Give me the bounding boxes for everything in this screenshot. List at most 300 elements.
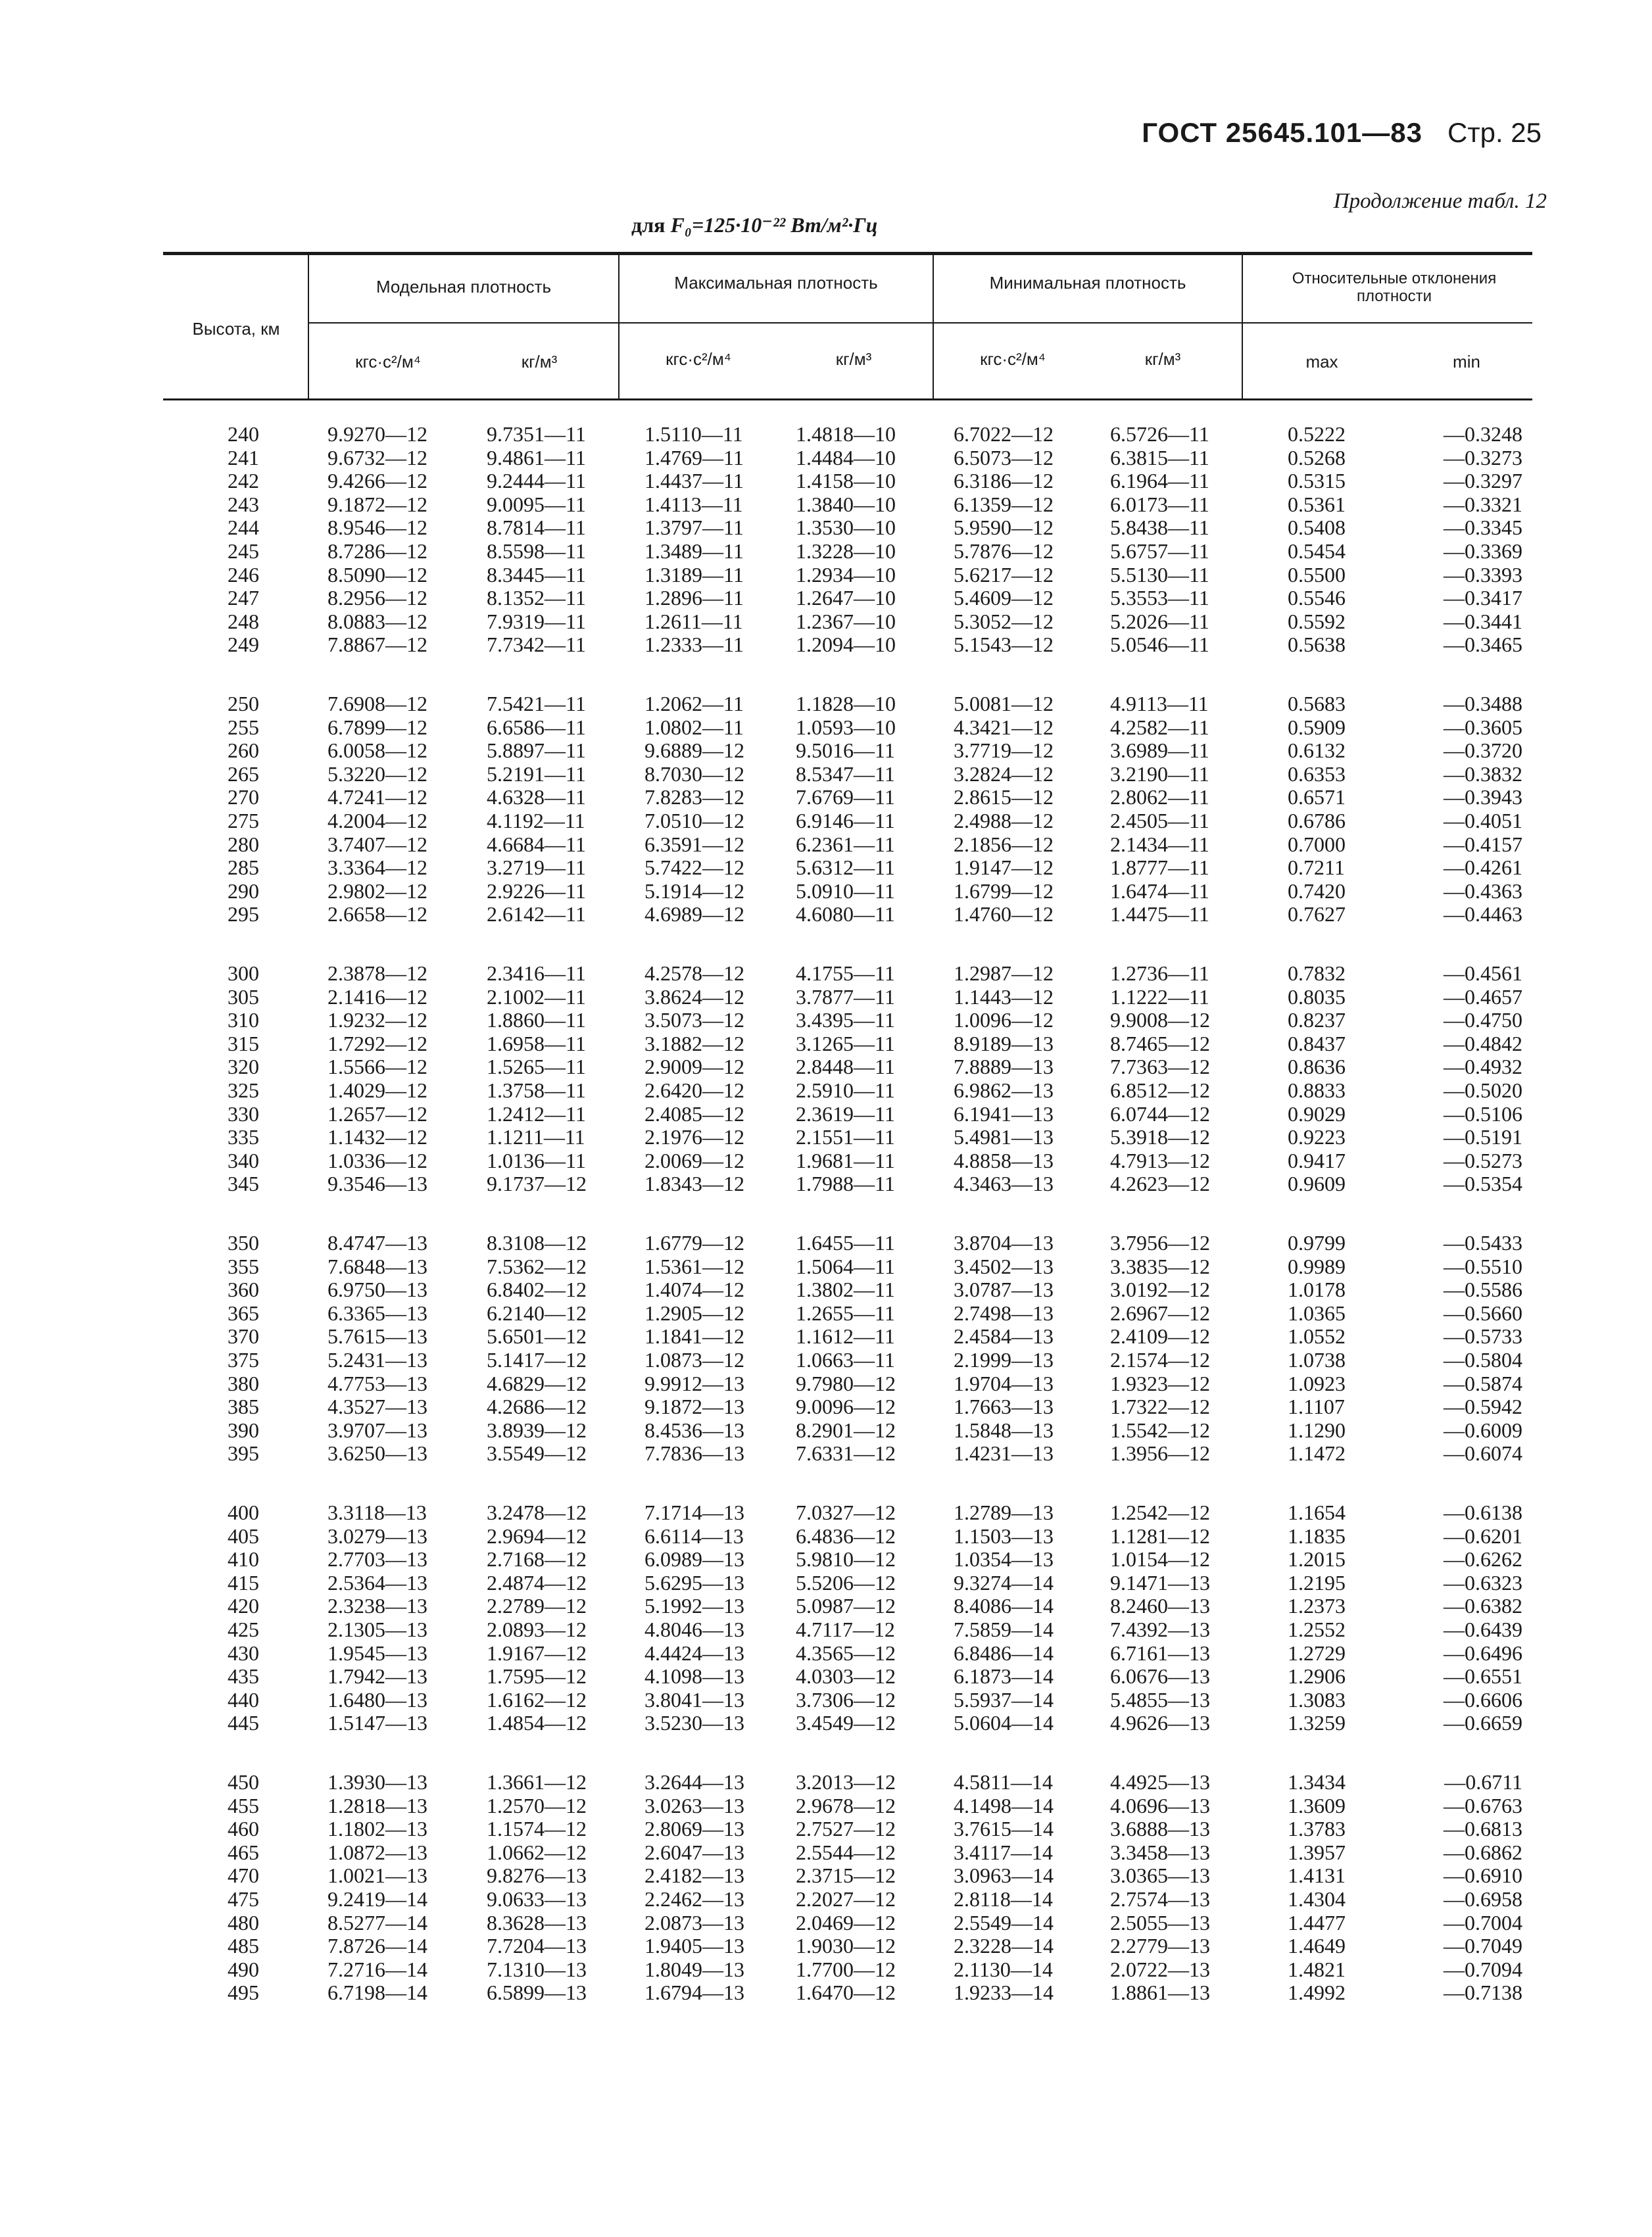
- model-kgs-cell: 3.7407—12: [328, 832, 427, 856]
- model-kg-cell: 1.8860—11: [487, 1008, 586, 1032]
- altitude-cell: 360: [228, 1278, 259, 1302]
- altitude-cell: 285: [228, 855, 259, 880]
- relative-min-cell: —0.3297: [1444, 469, 1522, 493]
- model-kgs-cell: 4.2004—12: [328, 809, 427, 832]
- relative-max-cell: 1.1107: [1288, 1395, 1345, 1419]
- altitude-cell: 490: [228, 1957, 259, 1981]
- min-kg-cell: 3.2190—11: [1110, 761, 1209, 786]
- max-kg-cell: 1.2367—10: [796, 609, 896, 633]
- max-kgs-cell: 1.2333—11: [644, 633, 744, 657]
- relative-min-cell: —0.5733: [1444, 1324, 1522, 1349]
- table-row: [0, 856, 1652, 879]
- max-kg-cell: 5.5206—12: [796, 1570, 896, 1595]
- max-kg-cell: 1.2655—11: [796, 1301, 895, 1325]
- max-kg-cell: 1.0663—11: [796, 1348, 895, 1372]
- relative-max-cell: 0.5592: [1288, 609, 1346, 633]
- model-kgs-cell: 9.2419—14: [328, 1887, 427, 1911]
- altitude-cell: 410: [228, 1547, 259, 1572]
- max-kg-cell: 9.5016—11: [796, 738, 895, 763]
- min-kgs-cell: 2.8615—12: [954, 785, 1054, 809]
- max-kgs-cell: 1.9405—13: [644, 1934, 744, 1958]
- model-kg-cell: 5.2191—11: [487, 761, 586, 786]
- max-kgs-cell: 2.0069—12: [644, 1148, 744, 1172]
- max-kgs-cell: 1.1841—12: [644, 1324, 744, 1349]
- model-kg-cell: 5.8897—11: [487, 738, 586, 763]
- min-kg-cell: 6.0676—13: [1110, 1664, 1210, 1689]
- min-kg-cell: 6.1964—11: [1110, 469, 1209, 493]
- model-kg-cell: 8.7814—11: [487, 516, 586, 540]
- altitude-cell: 365: [228, 1301, 259, 1325]
- model-kgs-cell: 3.3118—13: [328, 1501, 427, 1524]
- relative-max-cell: 1.2552: [1288, 1618, 1346, 1641]
- model-kgs-cell: 1.7292—12: [328, 1031, 427, 1055]
- model-kg-cell: 1.2412—11: [487, 1101, 586, 1126]
- max-kgs-cell: 3.1882—12: [644, 1031, 744, 1055]
- min-kgs-cell: 4.1498—14: [954, 1793, 1054, 1817]
- min-kgs-cell: 5.0604—14: [954, 1711, 1054, 1735]
- min-kg-cell: 6.5726—11: [1110, 422, 1209, 446]
- relative-max-cell: 1.2906: [1288, 1664, 1346, 1689]
- min-kg-cell: 4.9626—13: [1110, 1711, 1210, 1735]
- min-kgs-cell: 1.9233—14: [954, 1981, 1054, 2005]
- max-kg-cell: 2.7527—12: [796, 1817, 896, 1841]
- altitude-cell: 390: [228, 1418, 259, 1442]
- min-kg-cell: 1.9323—12: [1110, 1371, 1210, 1395]
- table-row: [0, 1864, 1652, 1887]
- min-kg-cell: 8.2460—13: [1110, 1594, 1210, 1618]
- max-kgs-cell: 6.6114—13: [644, 1524, 744, 1548]
- relative-max-cell: 1.3957: [1288, 1840, 1346, 1864]
- model-kg-cell: 6.2140—12: [487, 1301, 587, 1325]
- max-kgs-cell: 3.2644—13: [644, 1770, 744, 1794]
- model-kgs-cell: 6.0058—12: [328, 738, 427, 763]
- max-kgs-cell: 5.1992—13: [644, 1594, 744, 1618]
- min-kgs-cell: 6.8486—14: [954, 1641, 1054, 1665]
- relative-max-cell: 1.4992: [1288, 1981, 1346, 2005]
- min-kg-cell: 4.2582—11: [1110, 715, 1209, 739]
- page-number: Стр. 25: [1447, 117, 1542, 148]
- table-row: [0, 423, 1652, 446]
- min-kgs-cell: 5.0081—12: [954, 692, 1054, 715]
- model-kg-cell: 3.2719—11: [487, 855, 586, 880]
- max-kg-cell: 6.9146—11: [796, 809, 895, 832]
- max-kgs-cell: 1.5361—12: [644, 1254, 744, 1278]
- min-kgs-cell: 2.4988—12: [954, 809, 1054, 832]
- table-row: [0, 1572, 1652, 1595]
- max-kg-cell: 5.6312—11: [796, 855, 895, 880]
- model-kgs-cell: 3.0279—13: [328, 1524, 427, 1548]
- model-kg-cell: 2.2789—12: [487, 1594, 587, 1618]
- max-kg-cell: 1.3530—10: [796, 516, 896, 540]
- relative-min-cell: —0.6910: [1444, 1864, 1522, 1888]
- min-kgs-cell: 4.3421—12: [954, 715, 1054, 739]
- relative-min-cell: —0.5942: [1444, 1395, 1522, 1419]
- relative-min-cell: —0.7094: [1444, 1957, 1522, 1981]
- model-kgs-cell: 7.6908—12: [328, 692, 427, 715]
- relative-max-cell: 0.5500: [1288, 562, 1346, 587]
- relative-max-cell: 0.5222: [1288, 422, 1346, 446]
- model-kg-cell: 3.2478—12: [487, 1501, 587, 1524]
- min-kg-cell: 2.4505—11: [1110, 809, 1209, 832]
- relative-max-cell: 1.2373: [1288, 1594, 1346, 1618]
- model-kgs-cell: 1.1432—12: [328, 1125, 427, 1149]
- relative-min-cell: —0.6551: [1444, 1664, 1522, 1689]
- altitude-cell: 249: [228, 633, 259, 657]
- relative-max-cell: 0.5361: [1288, 492, 1346, 516]
- model-kgs-cell: 2.1416—12: [328, 984, 427, 1009]
- model-kgs-cell: 7.2716—14: [328, 1957, 427, 1981]
- max-kgs-cell: 1.3489—11: [644, 539, 744, 563]
- model-kg-cell: 7.9319—11: [487, 609, 586, 633]
- max-kgs-cell: 1.4769—11: [644, 445, 744, 469]
- relative-max-cell: 0.9799: [1288, 1231, 1346, 1255]
- max-kgs-cell: 1.0873—12: [644, 1348, 744, 1372]
- altitude-cell: 275: [228, 809, 259, 832]
- max-kg-cell: 6.4836—12: [796, 1524, 896, 1548]
- table-row: [0, 716, 1652, 739]
- relative-min-cell: —0.6323: [1444, 1570, 1522, 1595]
- relative-max-cell: 1.1654: [1288, 1501, 1346, 1524]
- model-kgs-cell: 4.7241—12: [328, 785, 427, 809]
- model-kg-cell: 2.0893—12: [487, 1618, 587, 1641]
- model-kgs-cell: 2.1305—13: [328, 1618, 427, 1641]
- table-row: [0, 1419, 1652, 1442]
- model-kgs-cell: 9.3546—13: [328, 1172, 427, 1196]
- relative-min-cell: —0.6606: [1444, 1687, 1522, 1712]
- table-row: [0, 493, 1652, 516]
- model-kgs-cell: 2.5364—13: [328, 1570, 427, 1595]
- min-kg-cell: 2.0722—13: [1110, 1957, 1210, 1981]
- model-kgs-cell: 1.5566—12: [328, 1055, 427, 1079]
- model-kgs-cell: 2.3878—12: [328, 961, 427, 985]
- max-kgs-cell: 6.3591—12: [644, 832, 744, 856]
- relative-min-cell: —0.7049: [1444, 1934, 1522, 1958]
- relative-max-cell: 1.3783: [1288, 1817, 1346, 1841]
- altitude-cell: 246: [228, 562, 259, 587]
- max-kg-cell: 2.3619—11: [796, 1101, 895, 1126]
- table-row: [0, 1395, 1652, 1418]
- max-kgs-cell: 3.5230—13: [644, 1711, 744, 1735]
- model-kgs-cell: 8.5277—14: [328, 1910, 427, 1935]
- table-row: [0, 1888, 1652, 1911]
- relative-min-cell: —0.6439: [1444, 1618, 1522, 1641]
- model-kgs-cell: 1.7942—13: [328, 1664, 427, 1689]
- min-kgs-cell: 2.3228—14: [954, 1934, 1054, 1958]
- relative-min-cell: —0.6958: [1444, 1887, 1522, 1911]
- relative-min-cell: —0.5586: [1444, 1278, 1522, 1302]
- max-unit-kgs: кгс·с²/м⁴: [666, 349, 731, 369]
- max-kgs-cell: 1.2611—11: [644, 609, 743, 633]
- max-kgs-cell: 2.2462—13: [644, 1887, 744, 1911]
- min-kgs-cell: 2.7498—13: [954, 1301, 1054, 1325]
- relative-min-cell: —0.5273: [1444, 1148, 1522, 1172]
- altitude-cell: 260: [228, 738, 259, 763]
- model-kg-cell: 4.1192—11: [487, 809, 585, 832]
- relative-min-cell: —0.4842: [1444, 1031, 1522, 1055]
- max-kgs-cell: 1.2062—11: [644, 692, 744, 715]
- max-kgs-cell: 8.4536—13: [644, 1418, 744, 1442]
- max-kgs-cell: 1.3797—11: [644, 516, 744, 540]
- subtitle-prefix: для: [631, 213, 666, 237]
- min-kg-cell: 1.8861—13: [1110, 1981, 1210, 2005]
- max-kgs-cell: 1.3189—11: [644, 562, 744, 587]
- max-kgs-cell: 3.5073—12: [644, 1008, 744, 1032]
- relative-max-cell: 1.4649: [1288, 1934, 1346, 1958]
- altitude-cell: 290: [228, 878, 259, 903]
- altitude-cell: 495: [228, 1981, 259, 2005]
- min-kg-cell: 2.1574—12: [1110, 1348, 1210, 1372]
- altitude-cell: 370: [228, 1324, 259, 1349]
- model-kg-cell: 6.8402—12: [487, 1278, 587, 1302]
- min-kgs-cell: 3.4502—13: [954, 1254, 1054, 1278]
- relative-min-cell: —0.5433: [1444, 1231, 1522, 1255]
- model-kgs-cell: 6.9750—13: [328, 1278, 427, 1302]
- min-kgs-cell: 1.6799—12: [954, 878, 1054, 903]
- model-kgs-cell: 5.3220—12: [328, 761, 427, 786]
- table-row: [0, 880, 1652, 903]
- model-kg-cell: 4.2686—12: [487, 1395, 587, 1419]
- relative-max-cell: 1.2729: [1288, 1641, 1346, 1665]
- min-kgs-cell: 3.8704—13: [954, 1231, 1054, 1255]
- relative-min-cell: —0.6711: [1444, 1770, 1522, 1794]
- model-kg-cell: 2.6142—11: [487, 902, 586, 926]
- min-kgs-cell: 2.8118—14: [954, 1887, 1053, 1911]
- altitude-cell: 243: [228, 492, 259, 516]
- relative-max-cell: 0.5638: [1288, 633, 1346, 657]
- model-kg-cell: 7.5421—11: [487, 692, 586, 715]
- altitude-cell: 400: [228, 1501, 259, 1524]
- table-row: [0, 1771, 1652, 1794]
- min-kgs-cell: 3.2824—12: [954, 761, 1054, 786]
- model-kg-cell: 8.3628—13: [487, 1910, 587, 1935]
- relative-max-cell: 0.7211: [1288, 855, 1345, 880]
- model-kg-cell: 1.9167—12: [487, 1641, 587, 1665]
- max-kg-cell: 2.8448—11: [796, 1055, 895, 1079]
- min-kgs-cell: 1.9704—13: [954, 1371, 1054, 1395]
- model-kgs-cell: 1.4029—12: [328, 1078, 427, 1102]
- max-kg-cell: 8.5347—11: [796, 761, 895, 786]
- table-row: [0, 1665, 1652, 1688]
- table-row: [0, 1009, 1652, 1032]
- altitude-cell: 320: [228, 1055, 259, 1079]
- model-kg-cell: 2.9694—12: [487, 1524, 587, 1548]
- min-kg-cell: 3.3835—12: [1110, 1254, 1210, 1278]
- min-kgs-cell: 3.7615—14: [954, 1817, 1054, 1841]
- max-kgs-cell: 4.4424—13: [644, 1641, 744, 1665]
- max-kg-cell: 1.4484—10: [796, 445, 896, 469]
- relative-max-cell: 1.1472: [1288, 1441, 1346, 1466]
- model-kg-cell: 9.2444—11: [487, 469, 586, 493]
- altitude-cell: 435: [228, 1664, 259, 1689]
- model-kg-cell: 7.5362—12: [487, 1254, 587, 1278]
- model-kg-cell: 2.9226—11: [487, 878, 586, 903]
- relative-min-header: min: [1453, 352, 1480, 372]
- table-row: [0, 1501, 1652, 1524]
- table-row: [0, 1841, 1652, 1864]
- min-kg-cell: 1.2736—11: [1110, 961, 1209, 985]
- max-kg-cell: 1.3802—11: [796, 1278, 895, 1302]
- max-kg-cell: 3.4549—12: [796, 1711, 896, 1735]
- max-kg-cell: 2.0469—12: [796, 1910, 896, 1935]
- model-kg-cell: 3.8939—12: [487, 1418, 587, 1442]
- max-kg-cell: 2.3715—12: [796, 1864, 896, 1888]
- relative-max-cell: 1.0552: [1288, 1324, 1346, 1349]
- model-kgs-cell: 1.1802—13: [328, 1817, 427, 1841]
- table-row: [0, 446, 1652, 469]
- max-kgs-cell: 1.4437—11: [644, 469, 744, 493]
- relative-min-cell: —0.3465: [1444, 633, 1522, 657]
- min-kgs-cell: 3.7719—12: [954, 738, 1054, 763]
- model-kgs-cell: 1.2657—12: [328, 1101, 427, 1126]
- min-kgs-cell: 6.5073—12: [954, 445, 1054, 469]
- relative-max-cell: 0.6786: [1288, 809, 1346, 832]
- max-kgs-cell: 9.1872—13: [644, 1395, 744, 1419]
- altitude-cell: 325: [228, 1078, 259, 1102]
- altitude-cell: 335: [228, 1125, 259, 1149]
- relative-min-cell: —0.6074: [1444, 1441, 1522, 1466]
- min-kg-cell: 1.2542—12: [1110, 1501, 1210, 1524]
- relative-min-cell: —0.5510: [1444, 1254, 1522, 1278]
- min-kg-cell: 4.2623—12: [1110, 1172, 1210, 1196]
- min-kgs-cell: 1.5848—13: [954, 1418, 1054, 1442]
- min-kgs-cell: 5.5937—14: [954, 1687, 1054, 1712]
- model-kg-cell: 1.0136—11: [487, 1148, 586, 1172]
- min-kgs-cell: 1.0096—12: [954, 1008, 1054, 1032]
- altitude-cell: 485: [228, 1934, 259, 1958]
- model-kgs-cell: 8.0883—12: [328, 609, 427, 633]
- max-kgs-cell: 7.1714—13: [644, 1501, 744, 1524]
- model-kgs-cell: 2.9802—12: [328, 878, 427, 903]
- min-kg-cell: 5.0546—11: [1110, 633, 1209, 657]
- altitude-cell: 465: [228, 1840, 259, 1864]
- min-kg-cell: 2.6967—12: [1110, 1301, 1210, 1325]
- altitude-cell: 405: [228, 1524, 259, 1548]
- relative-min-cell: —0.4932: [1444, 1055, 1522, 1079]
- max-kgs-cell: 2.1976—12: [644, 1125, 744, 1149]
- model-kgs-cell: 3.9707—13: [328, 1418, 427, 1442]
- min-kg-cell: 1.7322—12: [1110, 1395, 1210, 1419]
- min-kg-cell: 1.0154—12: [1110, 1547, 1210, 1572]
- min-kg-cell: 1.1222—11: [1110, 984, 1209, 1009]
- min-kgs-cell: 1.2789—13: [954, 1501, 1054, 1524]
- max-kg-cell: 1.3840—10: [796, 492, 896, 516]
- max-kgs-cell: 1.4113—11: [644, 492, 743, 516]
- min-kg-cell: 1.1281—12: [1110, 1524, 1210, 1548]
- model-kgs-cell: 4.7753—13: [328, 1371, 427, 1395]
- model-kg-cell: 9.0633—13: [487, 1887, 587, 1911]
- relative-max-cell: 1.1290: [1288, 1418, 1346, 1442]
- relative-max-cell: 0.5683: [1288, 692, 1346, 715]
- altitude-cell: 450: [228, 1770, 259, 1794]
- table-row: [0, 540, 1652, 563]
- relative-min-cell: —0.3273: [1444, 445, 1522, 469]
- min-kgs-cell: 5.4981—13: [954, 1125, 1054, 1149]
- max-kgs-cell: 1.2896—11: [644, 586, 744, 610]
- table-row: [0, 763, 1652, 786]
- max-kgs-cell: 4.8046—13: [644, 1618, 744, 1641]
- altitude-cell: 310: [228, 1008, 259, 1032]
- min-density-header: Минимальная плотность: [989, 273, 1186, 293]
- relative-max-cell: 1.3609: [1288, 1793, 1346, 1817]
- table-row: [0, 1149, 1652, 1172]
- relative-max-cell: 0.5454: [1288, 539, 1346, 563]
- altitude-cell: 315: [228, 1031, 259, 1055]
- relative-min-cell: —0.3720: [1444, 738, 1522, 763]
- altitude-cell: 242: [228, 469, 259, 493]
- max-kg-cell: 2.5544—12: [796, 1840, 896, 1864]
- model-kgs-cell: 6.7899—12: [328, 715, 427, 739]
- relative-min-cell: —0.6659: [1444, 1711, 1522, 1735]
- table-row: [0, 1302, 1652, 1325]
- relative-min-cell: —0.6382: [1444, 1594, 1522, 1618]
- relative-min-cell: —0.6138: [1444, 1501, 1522, 1524]
- max-kg-cell: 5.0910—11: [796, 878, 895, 903]
- max-kgs-cell: 3.8624—12: [644, 984, 744, 1009]
- model-kgs-cell: 9.6732—12: [328, 445, 427, 469]
- altitude-cell: 280: [228, 832, 259, 856]
- table-row: [0, 1642, 1652, 1665]
- max-kgs-cell: 1.6794—13: [644, 1981, 744, 2005]
- max-kg-cell: 6.2361—11: [796, 832, 895, 856]
- relative-max-cell: 0.7627: [1288, 902, 1346, 926]
- altitude-cell: 385: [228, 1395, 259, 1419]
- min-kg-cell: 7.4392—13: [1110, 1618, 1210, 1641]
- table-row: [0, 1935, 1652, 1958]
- table-row: [0, 1278, 1652, 1301]
- altitude-cell: 355: [228, 1254, 259, 1278]
- model-kg-cell: 8.3108—12: [487, 1231, 587, 1255]
- model-kgs-cell: 6.7198—14: [328, 1981, 427, 2005]
- relative-max-cell: 0.8237: [1288, 1008, 1346, 1032]
- max-kg-cell: 4.7117—12: [796, 1618, 895, 1641]
- table-row: [0, 1525, 1652, 1548]
- relative-max-cell: 0.8636: [1288, 1055, 1346, 1079]
- model-kgs-cell: 4.3527—13: [328, 1395, 427, 1419]
- relative-max-cell: 1.0178: [1288, 1278, 1346, 1302]
- max-unit-kg: кг/м³: [835, 349, 872, 369]
- min-kgs-cell: 6.3186—12: [954, 469, 1054, 493]
- max-kgs-cell: 1.6779—12: [644, 1231, 744, 1255]
- model-kg-cell: 3.5549—12: [487, 1441, 587, 1466]
- min-kg-cell: 9.9008—12: [1110, 1008, 1210, 1032]
- min-kgs-cell: 7.5859—14: [954, 1618, 1054, 1641]
- max-kgs-cell: 5.6295—13: [644, 1570, 744, 1595]
- relative-min-cell: —0.3488: [1444, 692, 1522, 715]
- min-kg-cell: 5.3918—12: [1110, 1125, 1210, 1149]
- model-unit-kgs: кгс·с²/м⁴: [355, 352, 421, 372]
- table-row: [0, 610, 1652, 633]
- relative-min-cell: —0.3441: [1444, 609, 1522, 633]
- max-kg-cell: 3.2013—12: [796, 1770, 896, 1794]
- table-row: [0, 516, 1652, 539]
- min-kgs-cell: 1.0354—13: [954, 1547, 1054, 1572]
- min-kg-cell: 3.0365—13: [1110, 1864, 1210, 1888]
- relative-min-cell: —0.5660: [1444, 1301, 1522, 1325]
- min-kgs-cell: 2.1999—13: [954, 1348, 1054, 1372]
- min-kgs-cell: 8.4086—14: [954, 1594, 1054, 1618]
- table-row: [0, 1712, 1652, 1735]
- relative-min-cell: —0.3345: [1444, 516, 1522, 540]
- max-kg-cell: 1.3228—10: [796, 539, 896, 563]
- model-kgs-cell: 1.9545—13: [328, 1641, 427, 1665]
- model-kgs-cell: 9.1872—12: [328, 492, 427, 516]
- model-kg-cell: 9.1737—12: [487, 1172, 587, 1196]
- relative-min-cell: —0.4463: [1444, 902, 1522, 926]
- altitude-cell: 460: [228, 1817, 259, 1841]
- relative-max-cell: 1.4477: [1288, 1910, 1346, 1935]
- relative-max-cell: 0.5315: [1288, 469, 1346, 493]
- min-kgs-cell: 1.2987—12: [954, 961, 1054, 985]
